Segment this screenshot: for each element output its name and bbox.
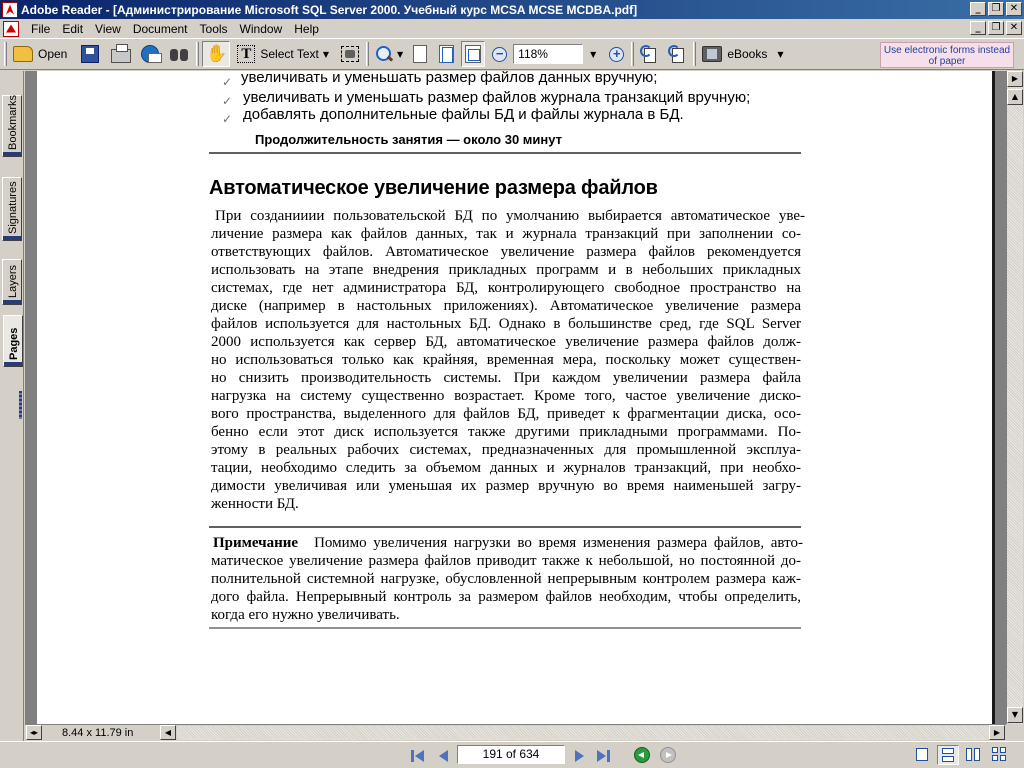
paragraph-line: вого пространства, выделенного для файлов БД, приведет к фрагментации диска, осо- bbox=[211, 406, 801, 422]
select-text-label: Select Text bbox=[260, 47, 319, 61]
save-button[interactable] bbox=[78, 41, 102, 67]
cont-facing-icon bbox=[1000, 747, 1006, 753]
search-button[interactable] bbox=[166, 41, 192, 67]
folder-open-icon bbox=[13, 46, 33, 62]
tab-layers[interactable] bbox=[2, 259, 22, 305]
paragraph-line: но использоваться только как крайняя, временная мера, поскольку может существен- bbox=[211, 352, 801, 368]
next-page-icon bbox=[575, 750, 584, 762]
duration-line: Продолжительность занятия — около 30 минут bbox=[255, 132, 563, 147]
tab-bookmarks[interactable] bbox=[2, 95, 22, 157]
chevron-down-icon[interactable]: ▼ bbox=[322, 49, 329, 59]
bullet-item: увеличивать и уменьшать размер файлов данных вручную; bbox=[241, 71, 658, 86]
ebooks-label: eBooks bbox=[727, 47, 768, 61]
paragraph-line: системах, где нет администратора БД, контролирующего свободное пространство на bbox=[211, 280, 801, 296]
tab-signatures-label: Signatures bbox=[7, 181, 19, 234]
zoom-in-button[interactable] bbox=[606, 41, 627, 67]
toolbar-grip[interactable] bbox=[631, 42, 634, 66]
scroll-thumb[interactable]: ▲ bbox=[1007, 89, 1023, 105]
menu-view[interactable]: View bbox=[95, 21, 121, 36]
hand-tool-button[interactable] bbox=[202, 41, 230, 67]
actual-size-button[interactable] bbox=[410, 41, 430, 67]
paragraph-line: личение размера как файлов данных, так и журнала транзакций при заполнении со- bbox=[211, 226, 801, 242]
snapshot-button[interactable] bbox=[338, 41, 362, 67]
menu-window[interactable]: Window bbox=[239, 21, 283, 36]
minimize-button[interactable]: _ bbox=[970, 2, 986, 16]
page-size-readout: 8.44 x 11.79 in bbox=[44, 726, 162, 740]
checkmark-icon: ✓ bbox=[222, 75, 233, 89]
doc-minimize-button[interactable]: _ bbox=[970, 21, 986, 35]
note-line: полнительной системной нагрузке, обусловленной непрерывным контролем размера каж- bbox=[211, 571, 801, 587]
note-line: дого файла. Непрерывный контроль за размером файлов необходим, чтобы определить, bbox=[211, 589, 801, 605]
divider bbox=[209, 627, 801, 629]
bar-mark bbox=[607, 750, 610, 762]
note-line: матическое увеличение размера файлов приводит также к небольшой, но постоянной до- bbox=[211, 553, 801, 569]
page-number-field[interactable]: 191 of 634 bbox=[457, 745, 565, 764]
paragraph-line: диске (например в настольных приложениях). Автоматическое увеличение размера bbox=[211, 298, 801, 314]
text-select-icon: T bbox=[237, 45, 255, 63]
doc-restore-button[interactable]: ❐ bbox=[988, 21, 1004, 35]
go-forward-button[interactable] bbox=[660, 747, 676, 763]
select-text-button[interactable] bbox=[234, 41, 332, 67]
continuous-icon bbox=[942, 748, 954, 754]
open-label: Open bbox=[38, 47, 68, 61]
previous-page-icon bbox=[439, 750, 448, 762]
actual-size-icon bbox=[413, 45, 427, 63]
section-heading: Автоматическое увеличение размера файлов bbox=[209, 177, 658, 199]
tab-pages[interactable] bbox=[3, 315, 23, 367]
toolbar-grip[interactable] bbox=[366, 42, 369, 66]
menu-document[interactable]: Document bbox=[132, 21, 188, 36]
cont-facing-icon bbox=[1000, 755, 1006, 761]
minus-icon: − bbox=[492, 47, 507, 62]
scroll-left-button[interactable]: ◀ bbox=[160, 725, 176, 740]
binoculars-icon bbox=[169, 46, 189, 62]
paragraph-line: женности БД. bbox=[211, 496, 299, 512]
hand-icon: ✋ bbox=[206, 44, 228, 64]
menu-bar bbox=[0, 19, 1024, 38]
paragraph-line: использовать на этапе внедрения прикладных программ и в небольших прикладных bbox=[211, 262, 801, 278]
tab-marker bbox=[3, 152, 21, 156]
chevron-down-icon[interactable]: ▼ bbox=[777, 49, 784, 59]
tab-marker bbox=[3, 236, 21, 240]
bullet-item: увеличивать и уменьшать размер файлов журнала транзакций вручную; bbox=[243, 89, 751, 106]
adobe-reader-icon bbox=[2, 2, 18, 18]
menu-edit[interactable]: Edit bbox=[62, 21, 84, 36]
paragraph-line: бенно если этот диск используется также другими прикладными программами. По- bbox=[211, 424, 801, 440]
paragraph-line: 2000 используется как сервер БД, автоматическое увеличение размера файлов долж- bbox=[211, 334, 801, 350]
note-label: Примечание bbox=[213, 535, 299, 551]
note-line: Помимо увеличения нагрузки во время изменения размера файлов, авто- bbox=[314, 535, 803, 551]
horizontal-scrollbar[interactable] bbox=[25, 724, 1006, 740]
toolbar-grip[interactable] bbox=[4, 42, 7, 66]
cont-facing-icon bbox=[992, 747, 998, 753]
window-controls bbox=[968, 2, 1022, 16]
tab-layers-label: Layers bbox=[7, 264, 19, 298]
facing-icon bbox=[966, 748, 972, 761]
promo-banner[interactable]: Use electronic forms instead of paper bbox=[880, 42, 1014, 68]
tab-marker bbox=[4, 362, 22, 366]
email-icon bbox=[141, 45, 159, 63]
navigation-pane bbox=[0, 71, 24, 741]
note-first-line bbox=[213, 534, 803, 552]
doc-close-button[interactable]: ✕ bbox=[1006, 21, 1022, 35]
tab-pages-label: Pages bbox=[8, 327, 20, 360]
toolbar bbox=[0, 38, 1024, 70]
fit-page-button[interactable] bbox=[436, 41, 457, 67]
pane-resize-handle[interactable] bbox=[19, 391, 22, 419]
facing-icon bbox=[974, 748, 980, 761]
single-page-icon bbox=[916, 748, 928, 761]
tab-marker bbox=[3, 300, 21, 304]
continuous-layout-button[interactable] bbox=[937, 745, 959, 765]
last-page-icon bbox=[597, 750, 606, 762]
split-handle-icon[interactable]: ◂▸ bbox=[26, 725, 42, 740]
cont-facing-icon bbox=[992, 755, 998, 761]
horizontal-scroll-track[interactable] bbox=[177, 726, 989, 740]
print-button[interactable] bbox=[108, 41, 134, 67]
fit-width-icon bbox=[465, 45, 481, 63]
facing-layout-button[interactable] bbox=[963, 745, 985, 765]
menu-tools[interactable]: Tools bbox=[199, 21, 228, 36]
bar-mark bbox=[411, 750, 414, 762]
paragraph-line: тации, необходимо следить за объемом данных и журналов транзакций, при необхо- bbox=[211, 460, 801, 476]
zoom-in-tool-button[interactable] bbox=[372, 41, 406, 67]
paragraph-line: файлов используется для настольных БД. Однако в большинстве сред, где SQL Server bbox=[211, 316, 801, 332]
scroll-down-button[interactable]: ▼ bbox=[1007, 707, 1023, 723]
ebooks-button[interactable] bbox=[699, 41, 786, 67]
paragraph-line: этому в реальных рабочих системах, предназначенных для промышленной эксплуа- bbox=[211, 442, 801, 458]
ebook-icon bbox=[702, 46, 722, 62]
fit-width-button[interactable] bbox=[461, 41, 485, 67]
note-line: когда его нужно увеличивать. bbox=[211, 607, 400, 623]
camera-icon bbox=[341, 46, 359, 62]
status-bar bbox=[0, 741, 1024, 768]
document-window-controls bbox=[968, 21, 1022, 35]
rotate-cw-button[interactable] bbox=[637, 41, 661, 67]
email-button[interactable] bbox=[138, 41, 162, 67]
paragraph-line: ответствующих файлов. Автоматическое увеличение размера файлов рекомендуется bbox=[211, 244, 801, 260]
single-page-layout-button[interactable] bbox=[912, 745, 934, 765]
rotate-ccw-button[interactable] bbox=[665, 41, 689, 67]
checkmark-icon: ✓ bbox=[222, 94, 233, 108]
previous-page-button[interactable] bbox=[434, 746, 452, 764]
divider bbox=[209, 152, 801, 154]
bullet-item: добавлять дополнительные файлы БД и файлы журнала в БД. bbox=[243, 106, 684, 123]
paragraph-line: При созданииии пользовательской БД по умолчанию выбирается автоматическое уве- bbox=[215, 208, 805, 224]
document-icon[interactable] bbox=[3, 21, 19, 37]
paragraph-line: нагрузка на систему существенно возрастает. Кроме того, частое увеличение диско- bbox=[211, 388, 801, 404]
last-page-button[interactable] bbox=[595, 746, 613, 764]
scroll-up-button[interactable]: ▶ bbox=[1007, 71, 1023, 87]
toolbar-grip[interactable] bbox=[196, 42, 199, 66]
checkmark-icon: ✓ bbox=[222, 112, 233, 126]
printer-icon bbox=[111, 49, 131, 63]
menu-help[interactable]: Help bbox=[294, 21, 319, 36]
vertical-scrollbar[interactable] bbox=[1006, 71, 1023, 724]
first-page-icon bbox=[415, 750, 424, 762]
menu-file[interactable]: File bbox=[31, 21, 51, 36]
plus-icon: + bbox=[609, 47, 624, 62]
first-page-button[interactable] bbox=[409, 746, 427, 764]
document-viewport[interactable] bbox=[25, 71, 1006, 724]
tab-signatures[interactable] bbox=[2, 177, 22, 241]
save-icon bbox=[81, 45, 99, 63]
divider bbox=[209, 526, 801, 528]
toolbar-grip[interactable] bbox=[693, 42, 696, 66]
continuous-icon bbox=[942, 756, 954, 762]
chevron-down-icon[interactable]: ▼ bbox=[397, 49, 404, 59]
pdf-page bbox=[37, 71, 995, 724]
paragraph-line: но снизить производительность системы. При каждом увеличении размера файла bbox=[211, 370, 801, 386]
rotate-clockwise-icon bbox=[640, 45, 658, 63]
magnifier-icon bbox=[375, 45, 393, 63]
next-page-button[interactable] bbox=[570, 746, 588, 764]
title-bar bbox=[0, 0, 1024, 19]
fit-page-icon bbox=[439, 45, 454, 63]
continuous-facing-layout-button[interactable] bbox=[989, 745, 1011, 765]
close-button[interactable]: ✕ bbox=[1006, 2, 1022, 16]
rotate-counterclockwise-icon bbox=[668, 45, 686, 63]
maximize-button[interactable]: ❐ bbox=[988, 2, 1004, 16]
zoom-dropdown-chevron-icon[interactable]: ▼ bbox=[590, 49, 597, 59]
window-title: Adobe Reader - [Администрирование Microsoft SQL Server 2000. Учебный курс MCSA MCSE MCDBA.pdf] bbox=[21, 2, 638, 17]
tab-bookmarks-label: Bookmarks bbox=[7, 94, 19, 150]
zoom-out-button[interactable] bbox=[489, 41, 510, 67]
zoom-input[interactable]: 118% bbox=[513, 44, 583, 64]
open-button[interactable] bbox=[10, 41, 70, 67]
paragraph-line: димости увеличивая или уменьшая их размер вручную во время наименьшей загру- bbox=[211, 478, 801, 494]
go-back-button[interactable] bbox=[634, 747, 650, 763]
scroll-right-button[interactable]: ▶ bbox=[989, 725, 1005, 740]
